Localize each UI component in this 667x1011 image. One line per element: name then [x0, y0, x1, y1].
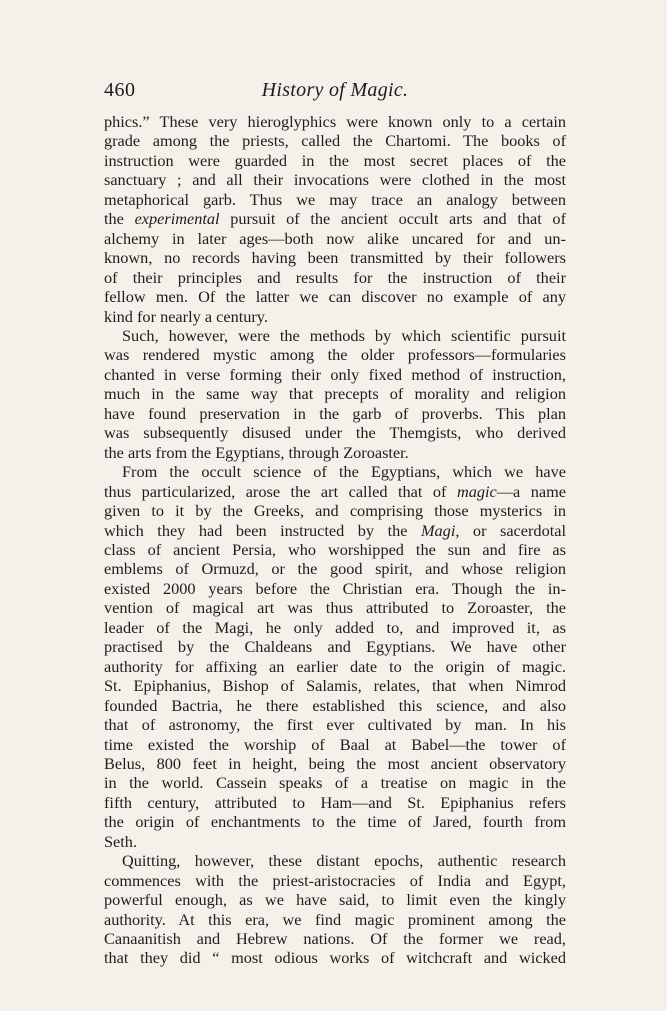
- text-line: [104, 890, 566, 909]
- line-text: of their principles and results for the instruction of their: [104, 267, 566, 287]
- italic-text: magic: [456, 481, 497, 501]
- text-line: [104, 657, 566, 676]
- line-text: Quitting, however, these distant epochs, authentic research: [122, 851, 566, 871]
- running-title: History of Magic.: [261, 79, 409, 101]
- italic-text: Magi,: [420, 520, 460, 540]
- body-text: [104, 112, 566, 968]
- page-number: 460: [104, 79, 136, 101]
- line-text: powerful enough, as we have said, to limit even the kingly: [104, 890, 566, 910]
- text-line: [104, 423, 566, 442]
- line-text: From the occult science of the Egyptians, which we have: [122, 462, 566, 482]
- text-line: [104, 209, 566, 228]
- line-text: have found preservation in the garb of proverbs. This plan: [104, 403, 566, 423]
- text-line: [104, 948, 566, 967]
- line-text: sanctuary ; and all their invocations were clothed in the most: [104, 170, 566, 190]
- text-line: [104, 676, 566, 695]
- text-line: [104, 812, 566, 831]
- text-line: [104, 540, 566, 559]
- text-line: [104, 112, 566, 131]
- line-text: that of astronomy, the first ever cultivated by man. In his: [104, 715, 566, 735]
- line-text: chanted in verse forming their only fixed method of instruction,: [104, 364, 566, 384]
- line-text: in the world. Cassein speaks of a treatise on magic in the: [104, 773, 566, 793]
- line-text: class of ancient Persia, who worshipped the sun and fire as: [104, 539, 566, 559]
- text-line: [104, 287, 566, 306]
- line-text: grade among the priests, called the Chartomi. The books of: [104, 131, 566, 151]
- text-line: [104, 170, 566, 189]
- line-text: given to it by the Greeks, and comprising those mysterics in: [104, 501, 566, 521]
- line-text: Seth.: [104, 831, 138, 851]
- italic-text: experimental: [134, 209, 220, 229]
- line-text: practised by the Chaldeans and Egyptians. We have other: [104, 637, 566, 657]
- text-line: [104, 307, 566, 326]
- line-text: kind for nearly a century.: [104, 306, 268, 326]
- text-line: [104, 462, 566, 481]
- line-text: Belus, 800 feet in height, being the most ancient observatory: [104, 753, 566, 773]
- line-text: St. Epiphanius, Bishop of Salamis, relates, that when Nimrod: [104, 676, 566, 696]
- line-text: much in the same way that precepts of morality and religion: [104, 384, 566, 404]
- line-text: fifth century, attributed to Ham—and St. Epiphanius refers: [104, 792, 566, 812]
- text-line: [104, 696, 566, 715]
- line-text: that they did “ most odious works of witchcraft and wicked: [104, 948, 566, 968]
- text-line: [104, 735, 566, 754]
- text-line: [104, 404, 566, 423]
- line-text: was rendered mystic among the older professors—formularies: [104, 345, 566, 365]
- text-line: [104, 501, 566, 520]
- line-text: pursuit of the ancient occult arts and that of: [219, 209, 566, 229]
- text-line: [104, 131, 566, 150]
- line-text: alchemy in later ages—both now alike uncared for and un-: [104, 228, 566, 248]
- line-text: Canaanitish and Hebrew nations. Of the former we read,: [104, 929, 566, 949]
- text-line: [104, 929, 566, 948]
- text-line: [104, 384, 566, 403]
- line-text: time existed the worship of Baal at Babel—the tower of: [104, 734, 566, 754]
- line-text: commences with the priest-aristocracies of India and Egypt,: [104, 870, 566, 890]
- text-line: [104, 268, 566, 287]
- text-line: [104, 754, 566, 773]
- page-header: [104, 76, 566, 104]
- text-line: [104, 229, 566, 248]
- line-text: founded Bactria, he there established this science, and also: [104, 695, 566, 715]
- line-text: metaphorical garb. Thus we may trace an analogy between: [104, 189, 566, 209]
- line-text: existed 2000 years before the Christian era. Though the in-: [104, 578, 566, 598]
- line-text: known, no records having been transmitted by their followers: [104, 248, 566, 268]
- line-text: fellow men. Of the latter we can discover no example of any: [104, 287, 566, 307]
- text-line: [104, 521, 566, 540]
- text-line: [104, 443, 566, 462]
- text-line: [104, 345, 566, 364]
- line-text: instruction were guarded in the most secret places of the: [104, 150, 566, 170]
- line-text: authority. At this era, we find magic prominent among the: [104, 909, 566, 929]
- text-line: [104, 851, 566, 870]
- line-text: emblems of Ormuzd, or the good spirit, and whose religion: [104, 559, 566, 579]
- line-text: thus particularized, arose the art called that of: [104, 481, 457, 501]
- line-text: Such, however, were the methods by which scientific pursuit: [122, 325, 566, 345]
- line-text: the origin of enchantments to the time of Jared, fourth from: [104, 812, 566, 832]
- line-text: phics.” These very hieroglyphics were known only to a certain: [104, 112, 566, 131]
- line-text: authority for affixing an earlier date to the origin of magic.: [104, 656, 566, 676]
- text-line: [104, 793, 566, 812]
- text-line: [104, 910, 566, 929]
- text-line: [104, 598, 566, 617]
- text-line: [104, 151, 566, 170]
- line-text: or sacerdotal: [459, 520, 566, 540]
- text-line: [104, 482, 566, 501]
- text-line: [104, 579, 566, 598]
- text-line: [104, 637, 566, 656]
- line-text: vention of magical art was thus attributed to Zoroaster, the: [104, 598, 566, 618]
- line-text: the arts from the Egyptians, through Zoroaster.: [104, 442, 409, 462]
- line-text: which they had been instructed by the: [104, 520, 421, 540]
- text-line: [104, 326, 566, 345]
- line-text: was subsequently disused under the Themgists, who derived: [104, 423, 566, 443]
- text-line: [104, 773, 566, 792]
- text-line: [104, 715, 566, 734]
- text-line: [104, 618, 566, 637]
- line-text: —a name: [496, 481, 566, 501]
- text-line: [104, 832, 566, 851]
- text-line: [104, 190, 566, 209]
- text-line: [104, 248, 566, 267]
- text-line: [104, 559, 566, 578]
- line-text: leader of the Magi, he only added to, and improved it, as: [104, 617, 566, 637]
- text-line: [104, 871, 566, 890]
- line-text: the: [104, 209, 135, 229]
- text-line: [104, 365, 566, 384]
